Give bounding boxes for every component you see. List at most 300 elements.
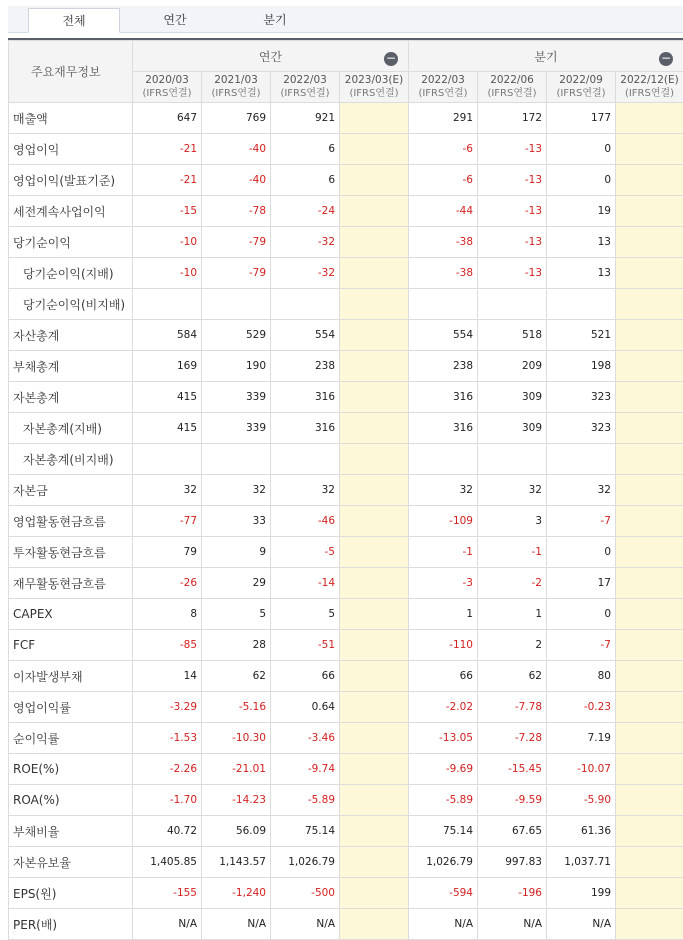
value-cell bbox=[478, 444, 547, 475]
period-date: 2022/03 bbox=[409, 73, 477, 87]
value-cell bbox=[616, 289, 683, 320]
row-label: 자산총계 bbox=[9, 320, 133, 351]
period-basis: (IFRS연결) bbox=[547, 87, 615, 101]
value-cell: -15.45 bbox=[478, 754, 547, 785]
value-cell bbox=[340, 568, 409, 599]
table-row bbox=[9, 413, 683, 444]
annual-group-header bbox=[133, 41, 409, 72]
value-cell: -5.90 bbox=[547, 785, 616, 816]
value-cell: -196 bbox=[478, 878, 547, 909]
value-cell bbox=[616, 909, 683, 940]
value-cell bbox=[616, 134, 683, 165]
value-cell: 554 bbox=[271, 320, 340, 351]
row-label-header: 주요재무정보 bbox=[9, 41, 133, 103]
value-cell: -13 bbox=[478, 227, 547, 258]
value-cell: 309 bbox=[478, 382, 547, 413]
value-cell: N/A bbox=[409, 909, 478, 940]
tab-annual[interactable]: 연간 bbox=[130, 8, 220, 32]
table-row bbox=[9, 785, 683, 816]
value-cell: N/A bbox=[478, 909, 547, 940]
value-cell bbox=[409, 444, 478, 475]
value-cell: 1 bbox=[409, 599, 478, 630]
value-cell: 62 bbox=[478, 661, 547, 692]
value-cell: 172 bbox=[478, 103, 547, 134]
value-cell: 66 bbox=[271, 661, 340, 692]
quarter-group-header bbox=[409, 41, 683, 72]
row-label: 재무활동현금흐름 bbox=[9, 568, 133, 599]
value-cell bbox=[340, 754, 409, 785]
value-cell: 1,026.79 bbox=[409, 847, 478, 878]
value-cell bbox=[547, 444, 616, 475]
value-cell: -24 bbox=[271, 196, 340, 227]
value-cell: 0 bbox=[547, 599, 616, 630]
value-cell: 6 bbox=[271, 165, 340, 196]
period-header bbox=[616, 72, 683, 103]
period-date: 2022/03 bbox=[271, 73, 339, 87]
period-header bbox=[202, 72, 271, 103]
value-cell: 209 bbox=[478, 351, 547, 382]
table-row bbox=[9, 692, 683, 723]
value-cell: -109 bbox=[409, 506, 478, 537]
value-cell bbox=[340, 289, 409, 320]
value-cell bbox=[616, 196, 683, 227]
value-cell: -77 bbox=[133, 506, 202, 537]
quarter-group-label: 분기 bbox=[534, 50, 557, 64]
value-cell bbox=[340, 351, 409, 382]
value-cell: 0 bbox=[547, 134, 616, 165]
value-cell: 169 bbox=[133, 351, 202, 382]
value-cell: -13 bbox=[478, 165, 547, 196]
value-cell bbox=[271, 444, 340, 475]
value-cell: 339 bbox=[202, 413, 271, 444]
value-cell bbox=[340, 909, 409, 940]
period-basis: (IFRS연결) bbox=[271, 87, 339, 101]
value-cell: 75.14 bbox=[409, 816, 478, 847]
value-cell bbox=[202, 444, 271, 475]
value-cell: -38 bbox=[409, 227, 478, 258]
value-cell: N/A bbox=[202, 909, 271, 940]
value-cell: -9.59 bbox=[478, 785, 547, 816]
value-cell: -1 bbox=[409, 537, 478, 568]
value-cell: -13 bbox=[478, 258, 547, 289]
value-cell: N/A bbox=[271, 909, 340, 940]
value-cell: 415 bbox=[133, 382, 202, 413]
row-label: 영업활동현금흐름 bbox=[9, 506, 133, 537]
value-cell: -1,240 bbox=[202, 878, 271, 909]
value-cell: 1,026.79 bbox=[271, 847, 340, 878]
value-cell: -5 bbox=[271, 537, 340, 568]
table-row bbox=[9, 351, 683, 382]
value-cell: -9.69 bbox=[409, 754, 478, 785]
table-row bbox=[9, 289, 683, 320]
value-cell: 13 bbox=[547, 258, 616, 289]
value-cell: 1,143.57 bbox=[202, 847, 271, 878]
row-label: 영업이익률 bbox=[9, 692, 133, 723]
value-cell: 521 bbox=[547, 320, 616, 351]
period-header bbox=[409, 72, 478, 103]
value-cell: -13 bbox=[478, 196, 547, 227]
row-label: CAPEX bbox=[9, 599, 133, 630]
value-cell bbox=[616, 816, 683, 847]
value-cell bbox=[616, 103, 683, 134]
period-basis: (IFRS연결) bbox=[133, 87, 201, 101]
value-cell: -21 bbox=[133, 134, 202, 165]
value-cell: 29 bbox=[202, 568, 271, 599]
value-cell: 190 bbox=[202, 351, 271, 382]
row-label: 영업이익 bbox=[9, 134, 133, 165]
collapse-annual-icon[interactable]: − bbox=[384, 52, 398, 66]
value-cell: -32 bbox=[271, 227, 340, 258]
annual-group-label: 연간 bbox=[259, 50, 282, 64]
value-cell bbox=[340, 878, 409, 909]
value-cell: -1.53 bbox=[133, 723, 202, 754]
table-row bbox=[9, 320, 683, 351]
table-row bbox=[9, 661, 683, 692]
value-cell: -7 bbox=[547, 630, 616, 661]
table-row bbox=[9, 630, 683, 661]
table-row bbox=[9, 506, 683, 537]
row-label: PER(배) bbox=[9, 909, 133, 940]
value-cell bbox=[616, 413, 683, 444]
period-header bbox=[271, 72, 340, 103]
row-label: 당기순이익 bbox=[9, 227, 133, 258]
row-label: ROE(%) bbox=[9, 754, 133, 785]
value-cell: 66 bbox=[409, 661, 478, 692]
value-cell bbox=[340, 227, 409, 258]
value-cell: -1 bbox=[478, 537, 547, 568]
value-cell: 61.36 bbox=[547, 816, 616, 847]
value-cell: 7.19 bbox=[547, 723, 616, 754]
value-cell: 6 bbox=[271, 134, 340, 165]
period-basis: (IFRS연결) bbox=[202, 87, 270, 101]
value-cell: -13.05 bbox=[409, 723, 478, 754]
value-cell: -500 bbox=[271, 878, 340, 909]
value-cell: 323 bbox=[547, 382, 616, 413]
value-cell bbox=[616, 785, 683, 816]
value-cell: 3 bbox=[478, 506, 547, 537]
value-cell: -10.07 bbox=[547, 754, 616, 785]
value-cell bbox=[616, 661, 683, 692]
value-cell bbox=[478, 289, 547, 320]
value-cell: -3.46 bbox=[271, 723, 340, 754]
row-label: 부채총계 bbox=[9, 351, 133, 382]
value-cell bbox=[616, 475, 683, 506]
value-cell: 5 bbox=[271, 599, 340, 630]
table-row bbox=[9, 878, 683, 909]
row-label: FCF bbox=[9, 630, 133, 661]
value-cell: -40 bbox=[202, 165, 271, 196]
value-cell: 19 bbox=[547, 196, 616, 227]
row-label: 당기순이익(비지배) bbox=[9, 289, 133, 320]
value-cell: 13 bbox=[547, 227, 616, 258]
value-cell: 518 bbox=[478, 320, 547, 351]
value-cell bbox=[340, 661, 409, 692]
value-cell: 1,037.71 bbox=[547, 847, 616, 878]
value-cell: -79 bbox=[202, 258, 271, 289]
value-cell: 316 bbox=[271, 382, 340, 413]
value-cell: 32 bbox=[271, 475, 340, 506]
value-cell: N/A bbox=[133, 909, 202, 940]
value-cell: -110 bbox=[409, 630, 478, 661]
value-cell: -78 bbox=[202, 196, 271, 227]
value-cell bbox=[616, 165, 683, 196]
value-cell: 32 bbox=[409, 475, 478, 506]
financial-highlight-table bbox=[8, 40, 683, 940]
value-cell: -7.78 bbox=[478, 692, 547, 723]
value-cell bbox=[340, 320, 409, 351]
value-cell: 28 bbox=[202, 630, 271, 661]
value-cell: -44 bbox=[409, 196, 478, 227]
table-row bbox=[9, 816, 683, 847]
table-row bbox=[9, 537, 683, 568]
row-label: 자본금 bbox=[9, 475, 133, 506]
value-cell: -21 bbox=[133, 165, 202, 196]
value-cell: -14.23 bbox=[202, 785, 271, 816]
value-cell: 56.09 bbox=[202, 816, 271, 847]
period-header bbox=[478, 72, 547, 103]
value-cell bbox=[616, 537, 683, 568]
period-date: 2022/12(E) bbox=[616, 73, 683, 87]
value-cell: -10.30 bbox=[202, 723, 271, 754]
value-cell bbox=[340, 506, 409, 537]
row-label: 당기순이익(지배) bbox=[9, 258, 133, 289]
value-cell: 2 bbox=[478, 630, 547, 661]
value-cell: -2.26 bbox=[133, 754, 202, 785]
row-label: 세전계속사업이익 bbox=[9, 196, 133, 227]
value-cell: 17 bbox=[547, 568, 616, 599]
value-cell bbox=[340, 785, 409, 816]
value-cell: 80 bbox=[547, 661, 616, 692]
value-cell bbox=[340, 692, 409, 723]
value-cell: -32 bbox=[271, 258, 340, 289]
value-cell: 291 bbox=[409, 103, 478, 134]
table-row bbox=[9, 909, 683, 940]
value-cell: 8 bbox=[133, 599, 202, 630]
value-cell: -9.74 bbox=[271, 754, 340, 785]
value-cell bbox=[616, 351, 683, 382]
value-cell bbox=[547, 289, 616, 320]
value-cell bbox=[616, 506, 683, 537]
value-cell: 415 bbox=[133, 413, 202, 444]
value-cell: -10 bbox=[133, 227, 202, 258]
period-header bbox=[340, 72, 409, 103]
value-cell bbox=[340, 165, 409, 196]
value-cell: 0 bbox=[547, 537, 616, 568]
value-cell bbox=[616, 723, 683, 754]
value-cell bbox=[616, 692, 683, 723]
value-cell: -15 bbox=[133, 196, 202, 227]
value-cell: 647 bbox=[133, 103, 202, 134]
value-cell bbox=[409, 289, 478, 320]
value-cell: -46 bbox=[271, 506, 340, 537]
value-cell: -21.01 bbox=[202, 754, 271, 785]
value-cell bbox=[616, 227, 683, 258]
value-cell: -7.28 bbox=[478, 723, 547, 754]
table-row bbox=[9, 227, 683, 258]
value-cell bbox=[340, 537, 409, 568]
value-cell: 198 bbox=[547, 351, 616, 382]
value-cell: 316 bbox=[271, 413, 340, 444]
value-cell bbox=[340, 103, 409, 134]
value-cell bbox=[616, 599, 683, 630]
value-cell: 238 bbox=[271, 351, 340, 382]
value-cell: 32 bbox=[202, 475, 271, 506]
row-label: 매출액 bbox=[9, 103, 133, 134]
period-date: 2023/03(E) bbox=[340, 73, 408, 87]
table-row bbox=[9, 165, 683, 196]
value-cell bbox=[340, 413, 409, 444]
period-basis: (IFRS연결) bbox=[340, 87, 408, 101]
value-cell: -14 bbox=[271, 568, 340, 599]
value-cell bbox=[340, 630, 409, 661]
period-header bbox=[547, 72, 616, 103]
row-label: 영업이익(발표기준) bbox=[9, 165, 133, 196]
value-cell: -79 bbox=[202, 227, 271, 258]
value-cell: -6 bbox=[409, 165, 478, 196]
row-label: 투자활동현금흐름 bbox=[9, 537, 133, 568]
value-cell: -85 bbox=[133, 630, 202, 661]
value-cell: 14 bbox=[133, 661, 202, 692]
table-row bbox=[9, 258, 683, 289]
value-cell: -0.23 bbox=[547, 692, 616, 723]
value-cell: -40 bbox=[202, 134, 271, 165]
value-cell: 238 bbox=[409, 351, 478, 382]
value-cell: 323 bbox=[547, 413, 616, 444]
value-cell: 0.64 bbox=[271, 692, 340, 723]
value-cell: 769 bbox=[202, 103, 271, 134]
table-row bbox=[9, 754, 683, 785]
value-cell bbox=[340, 816, 409, 847]
value-cell: N/A bbox=[547, 909, 616, 940]
value-cell bbox=[340, 847, 409, 878]
value-cell: 529 bbox=[202, 320, 271, 351]
value-cell bbox=[133, 289, 202, 320]
value-cell: -51 bbox=[271, 630, 340, 661]
value-cell bbox=[340, 258, 409, 289]
table-row bbox=[9, 475, 683, 506]
value-cell: -5.16 bbox=[202, 692, 271, 723]
period-basis: (IFRS연결) bbox=[409, 87, 477, 101]
value-cell: 32 bbox=[547, 475, 616, 506]
value-cell: 199 bbox=[547, 878, 616, 909]
tab-all[interactable]: 전체 bbox=[28, 8, 120, 33]
value-cell: 584 bbox=[133, 320, 202, 351]
value-cell: 62 bbox=[202, 661, 271, 692]
value-cell: -2.02 bbox=[409, 692, 478, 723]
value-cell: -3 bbox=[409, 568, 478, 599]
value-cell bbox=[616, 258, 683, 289]
value-cell: 177 bbox=[547, 103, 616, 134]
value-cell: 316 bbox=[409, 382, 478, 413]
value-cell: 32 bbox=[478, 475, 547, 506]
value-cell bbox=[616, 320, 683, 351]
value-cell: 33 bbox=[202, 506, 271, 537]
table-row bbox=[9, 568, 683, 599]
collapse-quarter-icon[interactable]: − bbox=[659, 52, 673, 66]
table-row bbox=[9, 444, 683, 475]
value-cell: 1,405.85 bbox=[133, 847, 202, 878]
value-cell: -6 bbox=[409, 134, 478, 165]
row-label: 이자발생부채 bbox=[9, 661, 133, 692]
value-cell bbox=[616, 878, 683, 909]
table-row bbox=[9, 196, 683, 227]
period-tab-bar bbox=[8, 6, 683, 33]
table-row bbox=[9, 847, 683, 878]
value-cell bbox=[616, 382, 683, 413]
value-cell bbox=[616, 630, 683, 661]
value-cell: -10 bbox=[133, 258, 202, 289]
value-cell: -38 bbox=[409, 258, 478, 289]
row-label: 순이익률 bbox=[9, 723, 133, 754]
period-date: 2022/06 bbox=[478, 73, 546, 87]
row-label: 자본유보율 bbox=[9, 847, 133, 878]
value-cell: 5 bbox=[202, 599, 271, 630]
row-label: ROA(%) bbox=[9, 785, 133, 816]
value-cell bbox=[616, 444, 683, 475]
value-cell: 67.65 bbox=[478, 816, 547, 847]
value-cell: 9 bbox=[202, 537, 271, 568]
financial-highlight-table-wrapper bbox=[8, 38, 683, 940]
period-date: 2020/03 bbox=[133, 73, 201, 87]
table-row bbox=[9, 723, 683, 754]
table-row bbox=[9, 103, 683, 134]
value-cell: -13 bbox=[478, 134, 547, 165]
row-label: EPS(원) bbox=[9, 878, 133, 909]
value-cell: 997.83 bbox=[478, 847, 547, 878]
value-cell bbox=[340, 723, 409, 754]
value-cell: -5.89 bbox=[271, 785, 340, 816]
table-row bbox=[9, 134, 683, 165]
value-cell: -5.89 bbox=[409, 785, 478, 816]
value-cell: -3.29 bbox=[133, 692, 202, 723]
period-header bbox=[133, 72, 202, 103]
value-cell: 921 bbox=[271, 103, 340, 134]
value-cell: -594 bbox=[409, 878, 478, 909]
row-label: 부채비율 bbox=[9, 816, 133, 847]
value-cell: -26 bbox=[133, 568, 202, 599]
value-cell bbox=[340, 475, 409, 506]
value-cell: 32 bbox=[133, 475, 202, 506]
value-cell bbox=[133, 444, 202, 475]
row-label: 자본총계(지배) bbox=[9, 413, 133, 444]
value-cell: 316 bbox=[409, 413, 478, 444]
value-cell bbox=[616, 847, 683, 878]
period-basis: (IFRS연결) bbox=[616, 87, 683, 101]
value-cell: 0 bbox=[547, 165, 616, 196]
row-label: 자본총계 bbox=[9, 382, 133, 413]
value-cell: 1 bbox=[478, 599, 547, 630]
period-date: 2021/03 bbox=[202, 73, 270, 87]
value-cell: -2 bbox=[478, 568, 547, 599]
value-cell: 75.14 bbox=[271, 816, 340, 847]
value-cell: 339 bbox=[202, 382, 271, 413]
table-row bbox=[9, 599, 683, 630]
value-cell bbox=[616, 568, 683, 599]
value-cell bbox=[340, 444, 409, 475]
tab-quarter[interactable]: 분기 bbox=[230, 8, 320, 32]
value-cell: 40.72 bbox=[133, 816, 202, 847]
value-cell: -155 bbox=[133, 878, 202, 909]
value-cell bbox=[616, 754, 683, 785]
value-cell bbox=[340, 382, 409, 413]
value-cell bbox=[271, 289, 340, 320]
row-label: 자본총계(비지배) bbox=[9, 444, 133, 475]
value-cell: -7 bbox=[547, 506, 616, 537]
period-date: 2022/09 bbox=[547, 73, 615, 87]
value-cell bbox=[340, 196, 409, 227]
value-cell bbox=[340, 599, 409, 630]
value-cell bbox=[202, 289, 271, 320]
